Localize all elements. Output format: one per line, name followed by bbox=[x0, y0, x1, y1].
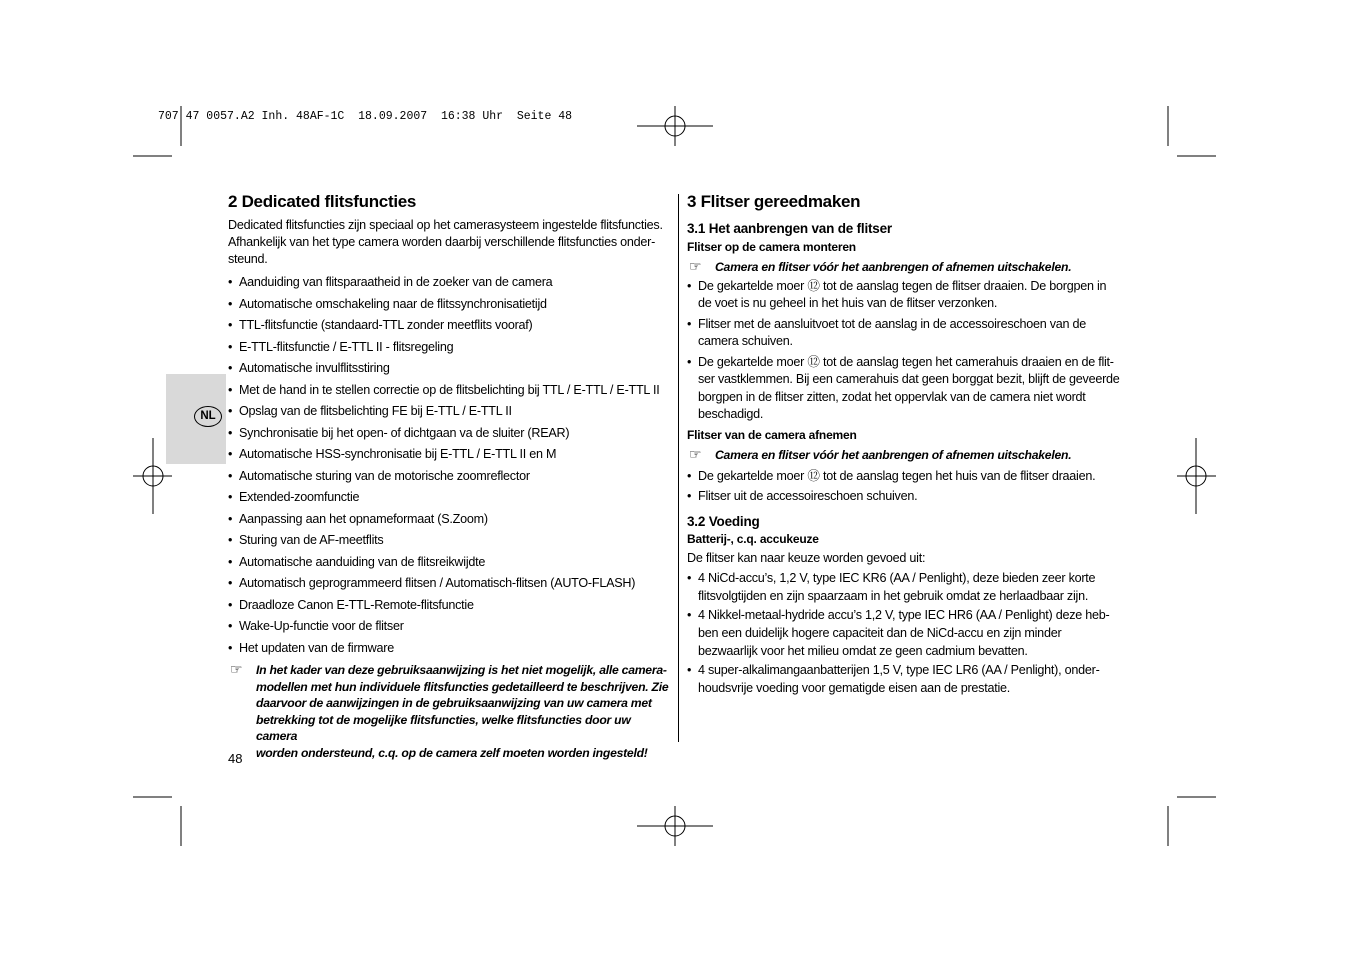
note-text: Camera en flitser vóór het aanbrengen of afnemen uitschakelen. bbox=[715, 260, 1072, 274]
function-list-item: • Automatisch geprogrammeerd flitsen / Automatisch-flitsen (AUTO-FLASH) bbox=[228, 573, 673, 595]
battery-option bbox=[687, 661, 1142, 697]
mount-step bbox=[687, 278, 1142, 313]
mount-step-line: beschadigd. bbox=[698, 407, 764, 421]
battery-option bbox=[687, 606, 1142, 660]
function-list-item: • Synchronisatie bij het open- of dichtgaan va de sluiter (REAR) bbox=[228, 423, 673, 445]
note-line: betrekking tot de mogelijke flitsfuncties, welke flitsfuncties door uw camera bbox=[256, 712, 631, 743]
mount-step-line: • Flitser met de aansluitvoet tot de aanslag in de accessoireschoen van de bbox=[698, 316, 1087, 331]
mount-note bbox=[687, 259, 1142, 276]
page-number: 48 bbox=[228, 751, 243, 766]
battery-option-line: • 4 NiCd-accu’s, 1,2 V, type IEC KR6 (AA / Penlight), deze bieden zeer korte bbox=[698, 571, 1096, 585]
mount-step-line: • De gekartelde moer ⑫ tot de aanslag tegen de flitser draaien. De borgpen in bbox=[698, 278, 1107, 293]
intro-line: Dedicated flitsfuncties zijn speciaal op het camerasysteem ingestelde flitsfuncties. bbox=[228, 218, 663, 232]
language-badge: NL bbox=[194, 406, 222, 427]
function-list-item: • Aanduiding van flitsparaatheid in de zoeker van de camera bbox=[228, 272, 673, 294]
mount-step-line: de voet is nu geheel in het huis van de flitser verzonken. bbox=[698, 296, 998, 310]
battery-option-line: flitsvolgtijden en zijn spaarzaam in het gebruik omdat ze herlaadbaar zijn. bbox=[698, 589, 1089, 603]
remove-step bbox=[687, 468, 1142, 485]
function-list-item: • Aanpassing aan het opnameformaat (S.Zoom) bbox=[228, 509, 673, 531]
function-list bbox=[228, 272, 673, 659]
remove-subheading: Flitser van de camera afnemen bbox=[687, 427, 857, 442]
remove-step bbox=[687, 488, 1142, 505]
function-list-item: • Automatische HSS-synchronisatie bij E-TTL / E-TTL II en M bbox=[228, 444, 673, 466]
function-list-item: • TTL-flitsfunctie (standaard-TTL zonder meetflits vooraf) bbox=[228, 315, 673, 337]
mount-steps bbox=[687, 278, 1142, 424]
remove-note bbox=[687, 447, 1142, 464]
function-list-item: • Automatische aanduiding van de flitsreikwijdte bbox=[228, 552, 673, 574]
battery-option-line: • 4 Nikkel-metaal-hydride accu’s 1,2 V, type IEC HR6 (AA / Penlight) deze heb- bbox=[698, 608, 1110, 622]
battery-option bbox=[687, 569, 1142, 605]
section-2-intro bbox=[228, 217, 673, 268]
camera-note bbox=[228, 662, 673, 761]
column-divider bbox=[678, 194, 679, 742]
function-list-item: • Met de hand in te stellen correctie op de flitsbelichting bij TTL / E-TTL / E-TTL II bbox=[228, 380, 673, 402]
mount-step-line: ser vastklemmen. Bij een camerahuis dat geen borggat bezit, blijft de geveerde bbox=[698, 372, 1120, 386]
function-list-item: • Sturing van de AF-meetflits bbox=[228, 530, 673, 552]
mount-subheading: Flitser op de camera monteren bbox=[687, 240, 856, 254]
right-column bbox=[687, 192, 1142, 698]
function-list-item: • E-TTL-flitsfunctie / E-TTL II - flitsregeling bbox=[228, 337, 673, 359]
battery-option-line: ben een duidelijk hogere capaciteit dan de NiCd-accu en zijn minder bbox=[698, 626, 1062, 640]
section-3-heading: 3 Flitser gereedmaken bbox=[687, 192, 861, 211]
section-2-heading: 2 Dedicated flitsfuncties bbox=[228, 192, 417, 211]
remove-steps bbox=[687, 468, 1142, 505]
note-line: worden ondersteund, c.q. op de camera zelf moeten worden ingesteld! bbox=[256, 745, 648, 760]
note-text: Camera en flitser vóór het aanbrengen of afnemen uitschakelen. bbox=[715, 447, 1072, 462]
left-column bbox=[228, 192, 673, 761]
note-line: In het kader van deze gebruiksaanwijzing is het niet mogelijk, alle camera- bbox=[256, 663, 667, 677]
function-list-item: • Wake-Up-functie voor de flitser bbox=[228, 616, 673, 638]
function-list-item: • Automatische omschakeling naar de flitssynchronisatietijd bbox=[228, 294, 673, 316]
battery-option-line: bezwaarlijk voor het milieu omdat ze geen cadmium bevatten. bbox=[698, 644, 1028, 658]
intro-line: steund. bbox=[228, 252, 268, 266]
function-list-item: • Opslag van de flitsbelichting FE bij E-TTL / E-TTL II bbox=[228, 401, 673, 423]
mount-step bbox=[687, 316, 1142, 351]
function-list-item: • Automatische sturing van de motorische zoomreflector bbox=[228, 466, 673, 488]
section-3-2-heading: 3.2 Voeding bbox=[687, 514, 760, 529]
battery-options bbox=[687, 569, 1142, 697]
battery-option-line: houdsvrije voeding voor gematigde eisen aan de prestatie. bbox=[698, 681, 1011, 695]
note-line: modellen met hun individuele flitsfuncties gedetailleerd te beschrijven. Zie bbox=[256, 679, 669, 694]
function-list-item: • Het updaten van de firmware bbox=[228, 638, 673, 660]
mount-step-line: camera schuiven. bbox=[698, 334, 793, 348]
battery-subheading: Batterij-, c.q. accukeuze bbox=[687, 532, 819, 546]
pointing-hand-icon: ☞ bbox=[689, 445, 702, 462]
battery-intro: De flitser kan naar keuze worden gevoed uit: bbox=[687, 551, 926, 565]
pointing-hand-icon: ☞ bbox=[689, 258, 702, 274]
remove-step-line: • De gekartelde moer ⑫ tot de aanslag tegen het huis van de flitser draaien. bbox=[698, 469, 1096, 483]
function-list-item: • Draadloze Canon E-TTL-Remote-flitsfunctie bbox=[228, 595, 673, 617]
intro-line: Afhankelijk van het type camera worden daarbij verschillende flitsfuncties onder- bbox=[228, 235, 656, 249]
slug-line: 707 47 0057.A2 Inh. 48AF-1C 18.09.2007 16:38 Uhr Seite 48 bbox=[158, 110, 573, 123]
pointing-hand-icon: ☞ bbox=[230, 661, 243, 677]
mount-step-line: • De gekartelde moer ⑫ tot de aanslag tegen het camerahuis draaien en de flit- bbox=[698, 354, 1114, 369]
battery-option-line: • 4 super-alkalimangaanbatterijen 1,5 V, type IEC LR6 (AA / Penlight), onder- bbox=[698, 663, 1100, 677]
mount-step bbox=[687, 354, 1142, 424]
remove-step-line: • Flitser uit de accessoireschoen schuiven. bbox=[698, 489, 918, 503]
note-line: daarvoor de aanwijzingen in de gebruiksaanwijzing van uw camera met bbox=[256, 696, 652, 710]
function-list-item: • Automatische invulflitsstiring bbox=[228, 358, 673, 380]
section-3-1-heading: 3.1 Het aanbrengen van de flitser bbox=[687, 221, 892, 236]
function-list-item: • Extended-zoomfunctie bbox=[228, 487, 673, 509]
mount-step-line: borgpen in de flitser zitten, zodat het oppervlak van de camera niet wordt bbox=[698, 389, 1086, 404]
